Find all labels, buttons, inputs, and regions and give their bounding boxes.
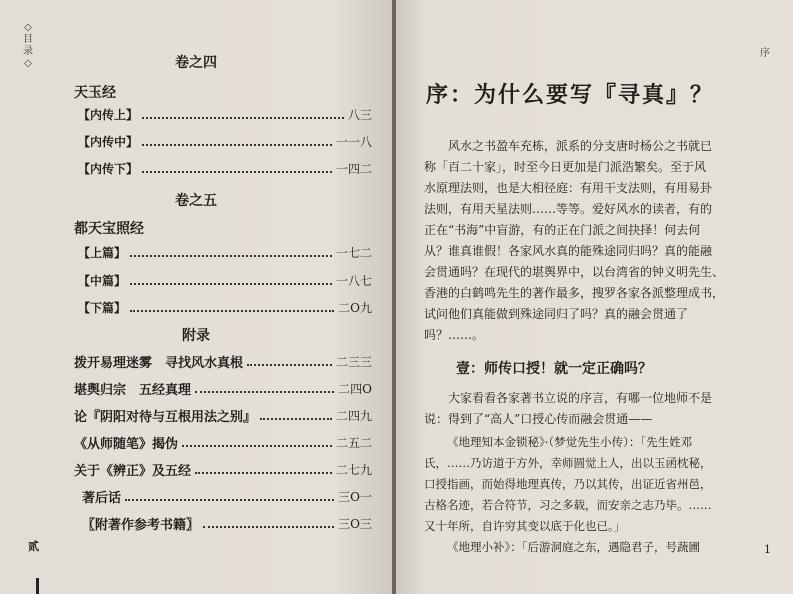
text-line: 《地理小补》：「后游洞庭之东，遇隐君子，号蔬圃	[447, 540, 700, 554]
left-page	[0, 0, 392, 594]
text-line: 古格名迹，若合符节，习之多载，而安亲之志乃毕。……	[424, 498, 712, 512]
text-line: 又十年所，自许穷其变以底于化也已。」	[424, 519, 626, 533]
page-number: 贰	[28, 540, 39, 553]
toc-entry[interactable]	[78, 133, 372, 150]
quote-block	[424, 432, 764, 558]
volume-heading: 卷之五	[175, 193, 217, 209]
toc-entry-page: 三O三	[338, 517, 372, 531]
text-line: 会贯通吗？在现代的堪舆界中，以台湾省的钟义明先生、	[424, 265, 725, 279]
diamond-icon: ◇	[24, 22, 32, 33]
intro-paragraph	[424, 136, 762, 346]
text-line: 香港的白鹤鸣先生的著作最多，搜罗各家各派整理成书，	[424, 286, 725, 300]
toc-entry-page: 二四O	[338, 382, 372, 396]
toc-entry-page: 一一八	[335, 135, 372, 149]
toc-entry-label: 【中篇】	[78, 274, 127, 288]
text-line: 《地理知本金锁秘》·（梦觉先生小传）：「先生姓邓	[447, 435, 693, 449]
appendix-heading: 附录	[182, 328, 210, 344]
text-line: 风水之书盈车充栋，派系的分支唐时杨公之书就已	[448, 139, 713, 153]
toc-entry-label: 【内传下】	[78, 162, 139, 176]
toc-entry[interactable]	[82, 514, 372, 533]
toc-entry[interactable]	[74, 379, 372, 398]
toc-entry-label: 关于《辨正》及五经	[74, 464, 192, 479]
toc-entry-label: 堪舆归宗 五经真理	[74, 383, 192, 398]
toc-entry[interactable]	[82, 487, 372, 506]
toc-entry[interactable]	[78, 299, 372, 316]
text-line: 法则，有用天星法则……等等。爱好风水的读者，有的	[424, 202, 713, 216]
text-line: 说：得到了“高人”口授心传而融会贯通——	[424, 412, 653, 426]
side-nav-char: 录	[23, 46, 33, 57]
toc-entry[interactable]	[78, 106, 372, 123]
dot-leader	[125, 499, 334, 501]
dot-leader	[142, 171, 332, 173]
running-head: 序	[760, 48, 770, 59]
toc-entry-page: 八三	[347, 108, 372, 122]
toc-entry-label: 〖附著作参考书籍〗	[82, 518, 200, 533]
dot-leader	[195, 391, 334, 393]
volume-heading: 卷之四	[175, 55, 217, 71]
toc-entry[interactable]	[78, 244, 372, 261]
toc-entry-page: 二O九	[338, 301, 372, 315]
dot-leader	[130, 283, 332, 285]
toc-entry-page: 三O一	[338, 490, 372, 504]
page-title: 序：为什么要写『寻真』？	[426, 82, 715, 108]
toc-entry[interactable]	[78, 272, 372, 289]
toc-entry-label: 拨开易理迷雾 寻找风水真根	[74, 356, 244, 371]
dot-leader	[130, 310, 334, 312]
dot-leader	[203, 526, 334, 528]
text-line: 试问他们真能做到殊途同归了吗？真的融会贯通了	[424, 307, 689, 321]
edge-mark	[36, 578, 39, 594]
book-title: 都天宝照经	[74, 221, 144, 237]
toc-entry[interactable]	[74, 406, 372, 425]
toc-entry-page: 一八七	[335, 274, 372, 288]
toc-entry[interactable]	[74, 352, 372, 371]
page-number: 1	[764, 543, 771, 556]
text-line: 水原理法则，也是大相径庭：有用干支法则，有用易卦	[424, 181, 713, 195]
dot-leader	[195, 472, 332, 474]
toc-entry-page: 一七二	[335, 246, 372, 260]
toc-entry-label: 【内传上】	[78, 108, 139, 122]
toc-entry-label: 《从师随笔》揭伪	[74, 437, 179, 452]
text-line: 口授指画，而始得地理真传，乃以其传，出证近省州邑，	[424, 477, 712, 491]
toc-entry-page: 二七九	[335, 463, 372, 477]
toc-entry[interactable]	[74, 433, 372, 452]
dot-leader	[142, 117, 344, 119]
toc-entry-label: 论『阴阳对待与互根用法之别』	[74, 410, 257, 425]
toc-entry-page: 二四九	[335, 409, 372, 423]
toc-entry-label: 【上篇】	[78, 246, 127, 260]
toc-entry-label: 【内传中】	[78, 135, 139, 149]
book-title: 天玉经	[74, 85, 116, 101]
toc-entry-page: 二三三	[335, 355, 372, 369]
text-line: 吗？……。	[424, 328, 485, 342]
dot-leader	[247, 364, 332, 366]
text-line: 大家看看各家著书立说的序言，有哪一位地师不是	[448, 391, 713, 405]
side-nav-char: 目	[23, 34, 33, 45]
text-line: 正在“书海”中盲游，有的正在门派之间抉择！何去何	[424, 223, 701, 237]
diamond-icon: ◇	[24, 58, 32, 69]
toc-entry[interactable]	[78, 160, 372, 177]
text-line: 氏，……乃访道于方外，幸师圆觉上人，出以玉函枕秘，	[424, 456, 712, 470]
section-paragraph	[424, 388, 762, 430]
toc-entry-label: 著后话	[82, 491, 122, 506]
dot-leader	[182, 445, 332, 447]
text-line: 称「百二十家」，时至今日更加是门派浩繁矣。至于风	[424, 160, 707, 174]
toc-entry-label: 【下篇】	[78, 301, 127, 315]
text-line: 从？谁真谁假！各家风水真的能殊途同归吗？真的能融	[424, 244, 713, 258]
section-heading: 壹：师传口授！就一定正确吗？	[456, 361, 652, 377]
dot-leader	[260, 418, 332, 420]
toc-entry[interactable]	[74, 460, 372, 479]
dot-leader	[130, 255, 332, 257]
dot-leader	[142, 144, 332, 146]
toc-entry-page: 二五二	[335, 436, 372, 450]
toc-entry-page: 一四二	[335, 162, 372, 176]
